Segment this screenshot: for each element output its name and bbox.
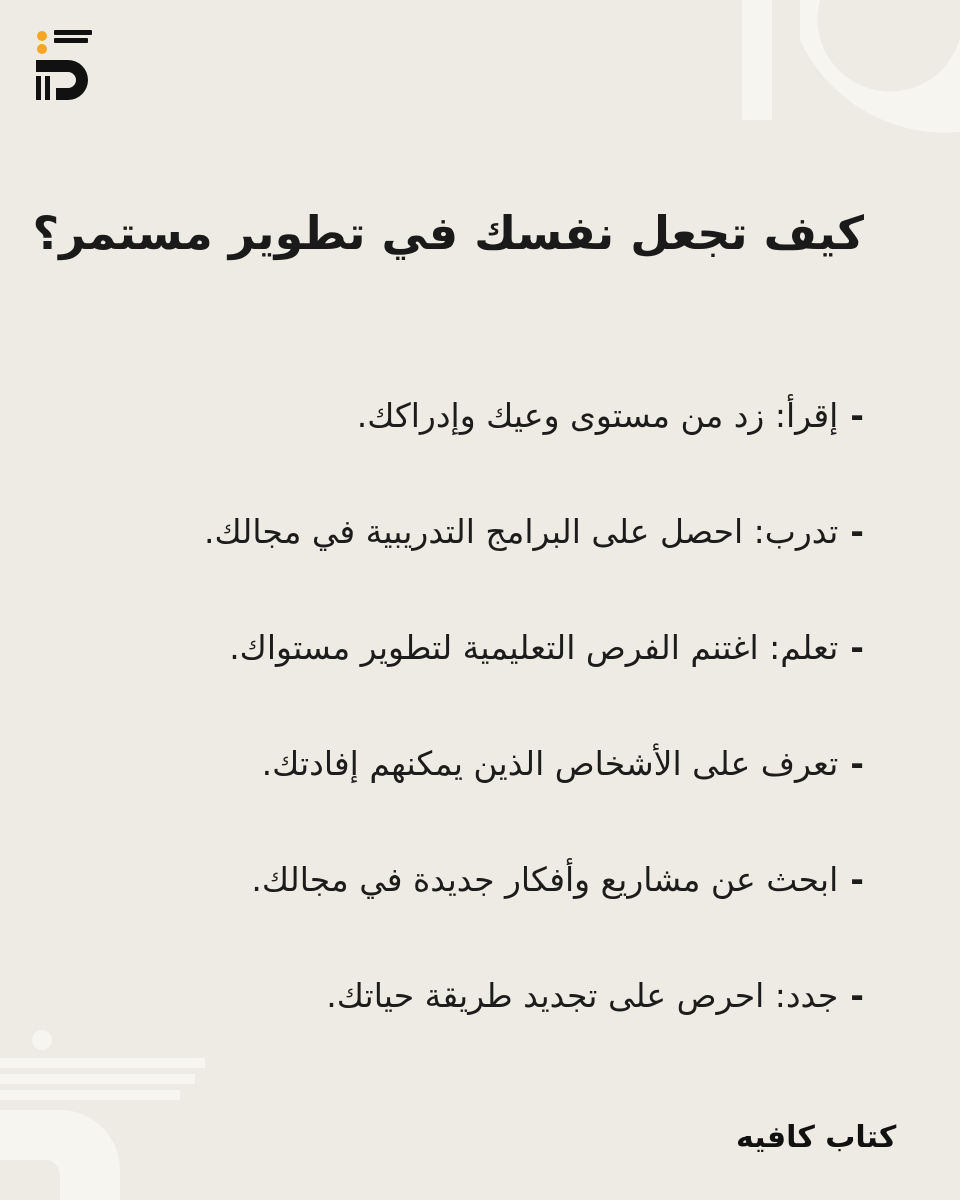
bullet-dash: - xyxy=(850,628,864,667)
tips-list xyxy=(104,386,864,1082)
brand-name: كتاب كافيه xyxy=(736,1120,897,1155)
list-item xyxy=(104,386,864,502)
list-item xyxy=(104,734,864,850)
list-item-text: تدرب: احصل على البرامج التدريبية في مجالك. xyxy=(203,512,839,551)
kitab-cafe-logo-icon xyxy=(28,26,96,102)
bullet-dash: - xyxy=(850,396,864,435)
bullet-dash: - xyxy=(850,744,864,783)
bullet-dash: - xyxy=(850,860,864,899)
bullet-dash: - xyxy=(850,512,864,551)
list-item-text: تعلم: اغتنم الفرص التعليمية لتطوير مستواك. xyxy=(229,628,839,667)
list-item xyxy=(104,966,864,1082)
list-item-text: تعرف على الأشخاص الذين يمكنهم إفادتك. xyxy=(261,744,839,783)
list-item xyxy=(104,502,864,618)
bullet-dash: - xyxy=(850,976,864,1015)
list-item-text: ابحث عن مشاريع وأفكار جديدة في مجالك. xyxy=(251,860,839,899)
list-item xyxy=(104,618,864,734)
list-item xyxy=(104,850,864,966)
page-title: كيف تجعل نفسك في تطوير مستمر؟ xyxy=(32,206,864,260)
brand-wordmark xyxy=(736,1120,896,1155)
list-item-text: جدد: احرص على تجديد طريقة حياتك. xyxy=(326,976,839,1015)
list-item-text: إقرأ: زد من مستوى وعيك وإدراكك. xyxy=(356,396,839,435)
